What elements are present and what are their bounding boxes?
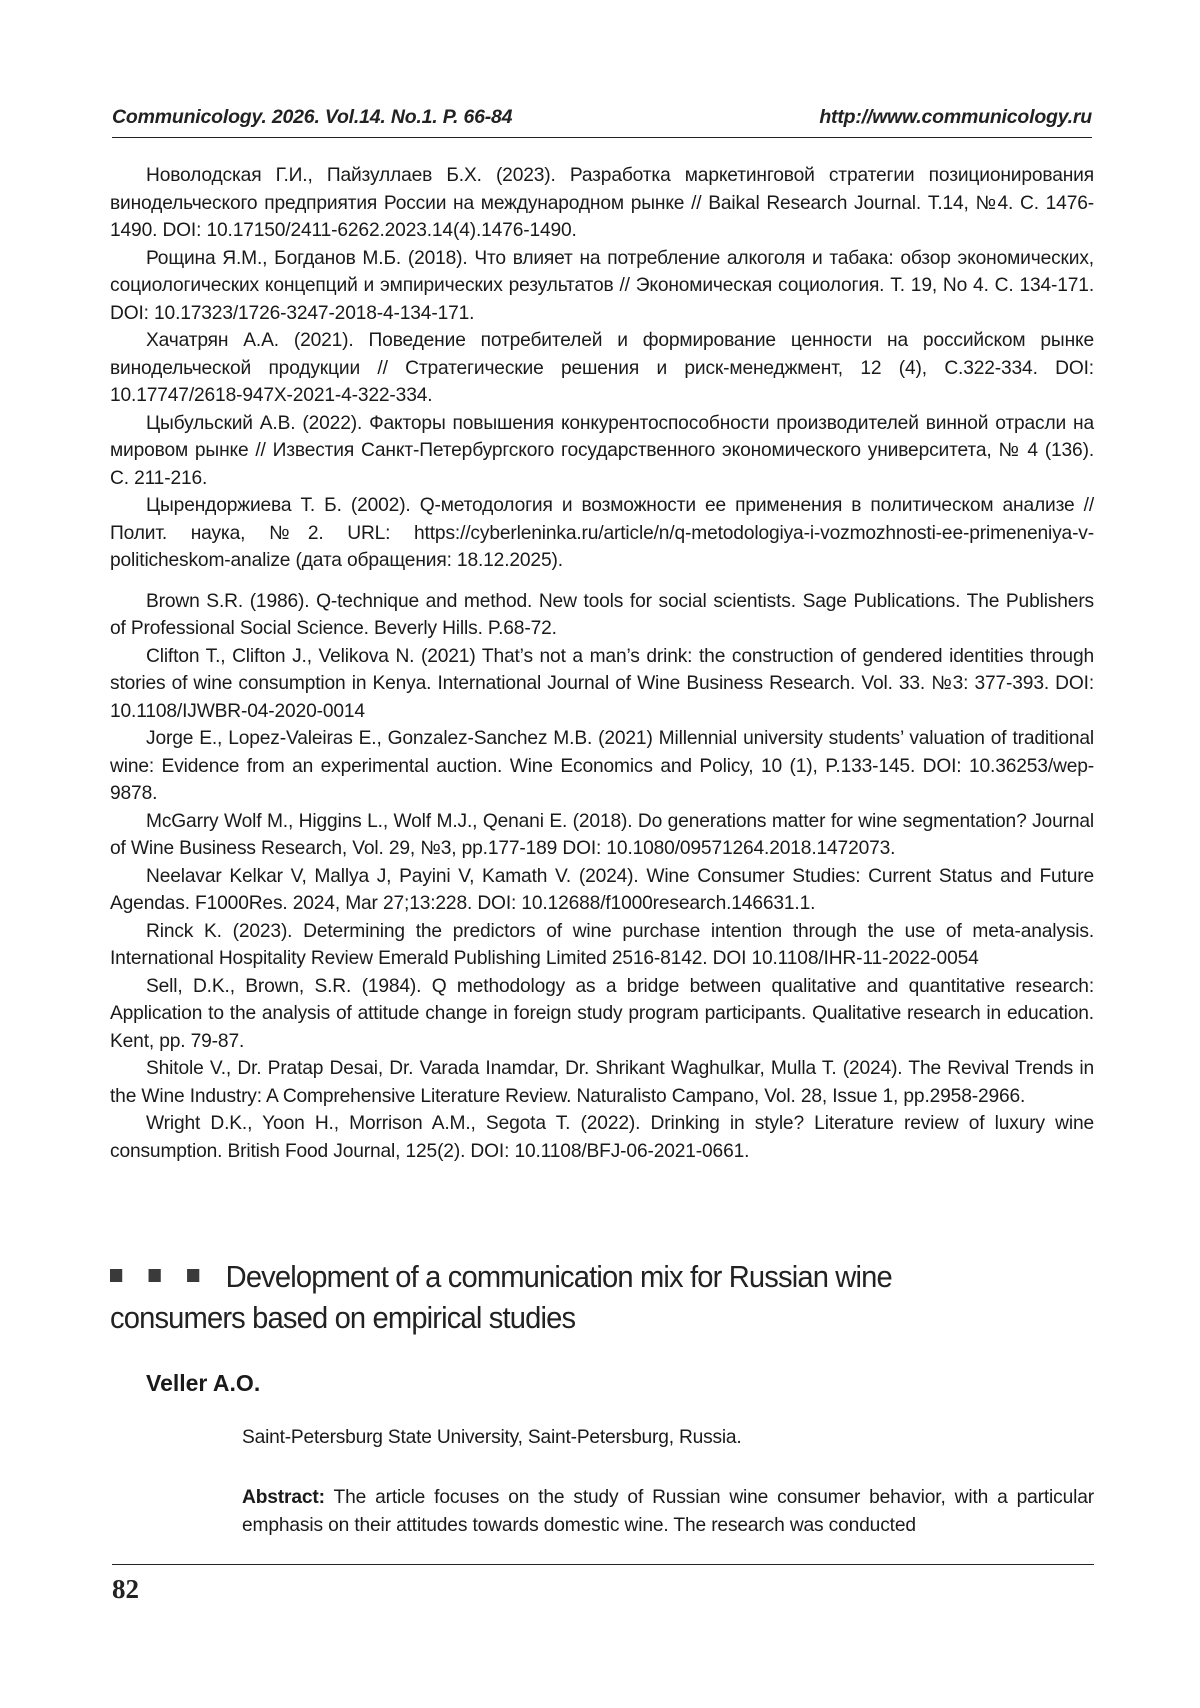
reference-item: Jorge E., Lopez-Valeiras E., Gonzalez-Sanchez M.B. (2021) Millennial university students’ valuation of traditional wine: Evidence from an experimental auction. Wine Economics and Policy, 10 (1), P.133-145. DOI: 10.36253/wep-9878. xyxy=(110,728,1094,804)
abstract xyxy=(242,1484,1094,1539)
reference-item: Brown S.R. (1986). Q-technique and method. New tools for social scientists. Sage Publications. The Publishers of Professional Social Science. Beverly Hills. P.68-72. xyxy=(110,590,1094,639)
reference-item: Wright D.K., Yoon H., Morrison A.M., Segota T. (2022). Drinking in style? Literature review of luxury wine consumption. British Food Journal, 125(2). DOI: 10.1108/BFJ-06-2021-0661. xyxy=(110,1113,1094,1162)
abstract-label: Abstract: xyxy=(242,1487,325,1508)
square-bullet-icon xyxy=(149,1269,161,1282)
square-bullet-icon xyxy=(187,1269,199,1282)
reference-item: Рощина Я.М., Богданов М.Б. (2018). Что влияет на потребление алкоголя и табака: обзор экономических, социологических концепций и эмпирических результатов // Экономическая социология. Т. 19, No 4. С. 134-171. DOI: 10.17323/1726-3247-2018-4-134-171. xyxy=(110,247,1094,324)
journal-citation: Communicology. 2026. Vol.14. No.1. P. 66-84 xyxy=(112,106,513,128)
article-title-text: Development of a communication mix for Russian wine consumers based on empirical studies xyxy=(110,1259,892,1335)
reference-item: Sell, D.K., Brown, S.R. (1984). Q methodology as a bridge between qualitative and quantitative research: Application to the analysis of attitude change in foreign study program participants. Qualitative research in education. Kent, pp. 79-87. xyxy=(110,975,1094,1052)
article-title xyxy=(110,1256,956,1338)
reference-list xyxy=(110,162,1094,1165)
reference-item: Clifton T., Clifton J., Velikova N. (2021) That’s not a man’s drink: the construction of gendered identities through stories of wine consumption in Kenya. International Journal of Wine Business Research. Vol. 33. №3: 377-393. DOI: 10.1108/IJWBR-04-2020-0014 xyxy=(110,645,1094,722)
page-number: 82 xyxy=(112,1574,139,1604)
running-header xyxy=(112,104,1092,138)
footer-divider xyxy=(112,1564,1094,1565)
journal-url[interactable]: http://www.communicology.ru xyxy=(819,106,1092,128)
reference-item: Цыбульский А.В. (2022). Факторы повышения конкурентоспособности производителей винной отрасли на мировом рынке // Известия Санкт-Петербургского государственного экономического университета, № 4 (136). С. 211-216. xyxy=(110,412,1094,489)
reference-item: Rinck K. (2023). Determining the predictors of wine purchase intention through the use of meta-analysis. International Hospitality Review Emerald Publishing Limited 2516-8142. DOI 10.1108/IHR-11-2022-0054 xyxy=(110,920,1094,969)
reference-item: McGarry Wolf M., Higgins L., Wolf M.J., Qenani E. (2018). Do generations matter for wine segmentation? Journal of Wine Business Research, Vol. 29, №3, pp.177-189 DOI: 10.1080/09571264.2018.1472073. xyxy=(110,810,1094,859)
reference-item: Хачатрян А.А. (2021). Поведение потребителей и формирование ценности на российском рынке винодельческой продукции // Стратегические решения и риск-менеджмент, 12 (4), С.322-334. DOI: 10.17747/2618-947X-2021-4-322-334. xyxy=(110,330,1094,406)
reference-group-gap xyxy=(110,575,1094,588)
author-affiliation: Saint-Petersburg State University, Saint-Petersburg, Russia. xyxy=(242,1427,742,1448)
reference-item: Shitole V., Dr. Pratap Desai, Dr. Varada Inamdar, Dr. Shrikant Waghulkar, Mulla T. (2024). The Revival Trends in the Wine Industry: A Comprehensive Literature Review. Naturalisto Campano, Vol. 28, Issue 1, pp.2958-2966. xyxy=(110,1058,1094,1107)
square-bullet-icon xyxy=(110,1269,122,1282)
reference-item: Neelavar Kelkar V, Mallya J, Payini V, Kamath V. (2024). Wine Consumer Studies: Current Status and Future Agendas. F1000Res. 2024, Mar 27;13:228. DOI: 10.12688/f1000research.146631.1. xyxy=(110,865,1094,914)
abstract-text: The article focuses on the study of Russian wine consumer behavior, with a particular emphasis on their attitudes towards domestic wine. The research was conducted xyxy=(242,1487,1094,1536)
reference-item: Новолодская Г.И., Пайзуллаев Б.Х. (2023). Разработка маркетинговой стратегии позиционирования винодельческого предприятия России на международном рынке // Baikal Research Journal. Т.14, №4. С. 1476-1490. DOI: 10.17150/2411-6262.2023.14(4).1476-1490. xyxy=(110,165,1094,241)
article-author: Veller A.O. xyxy=(146,1370,261,1396)
reference-item: Цырендоржиева Т. Б. (2002). Q-методология и возможности ее применения в политическом анализе // Полит. наука, №2. URL: https://cyberleninka.ru/article/n/q-metodologiya-i-vozmozhnosti-ee-primeneniya-v-politicheskom-analize (дата обращения: 18.12.2025). xyxy=(110,495,1094,571)
